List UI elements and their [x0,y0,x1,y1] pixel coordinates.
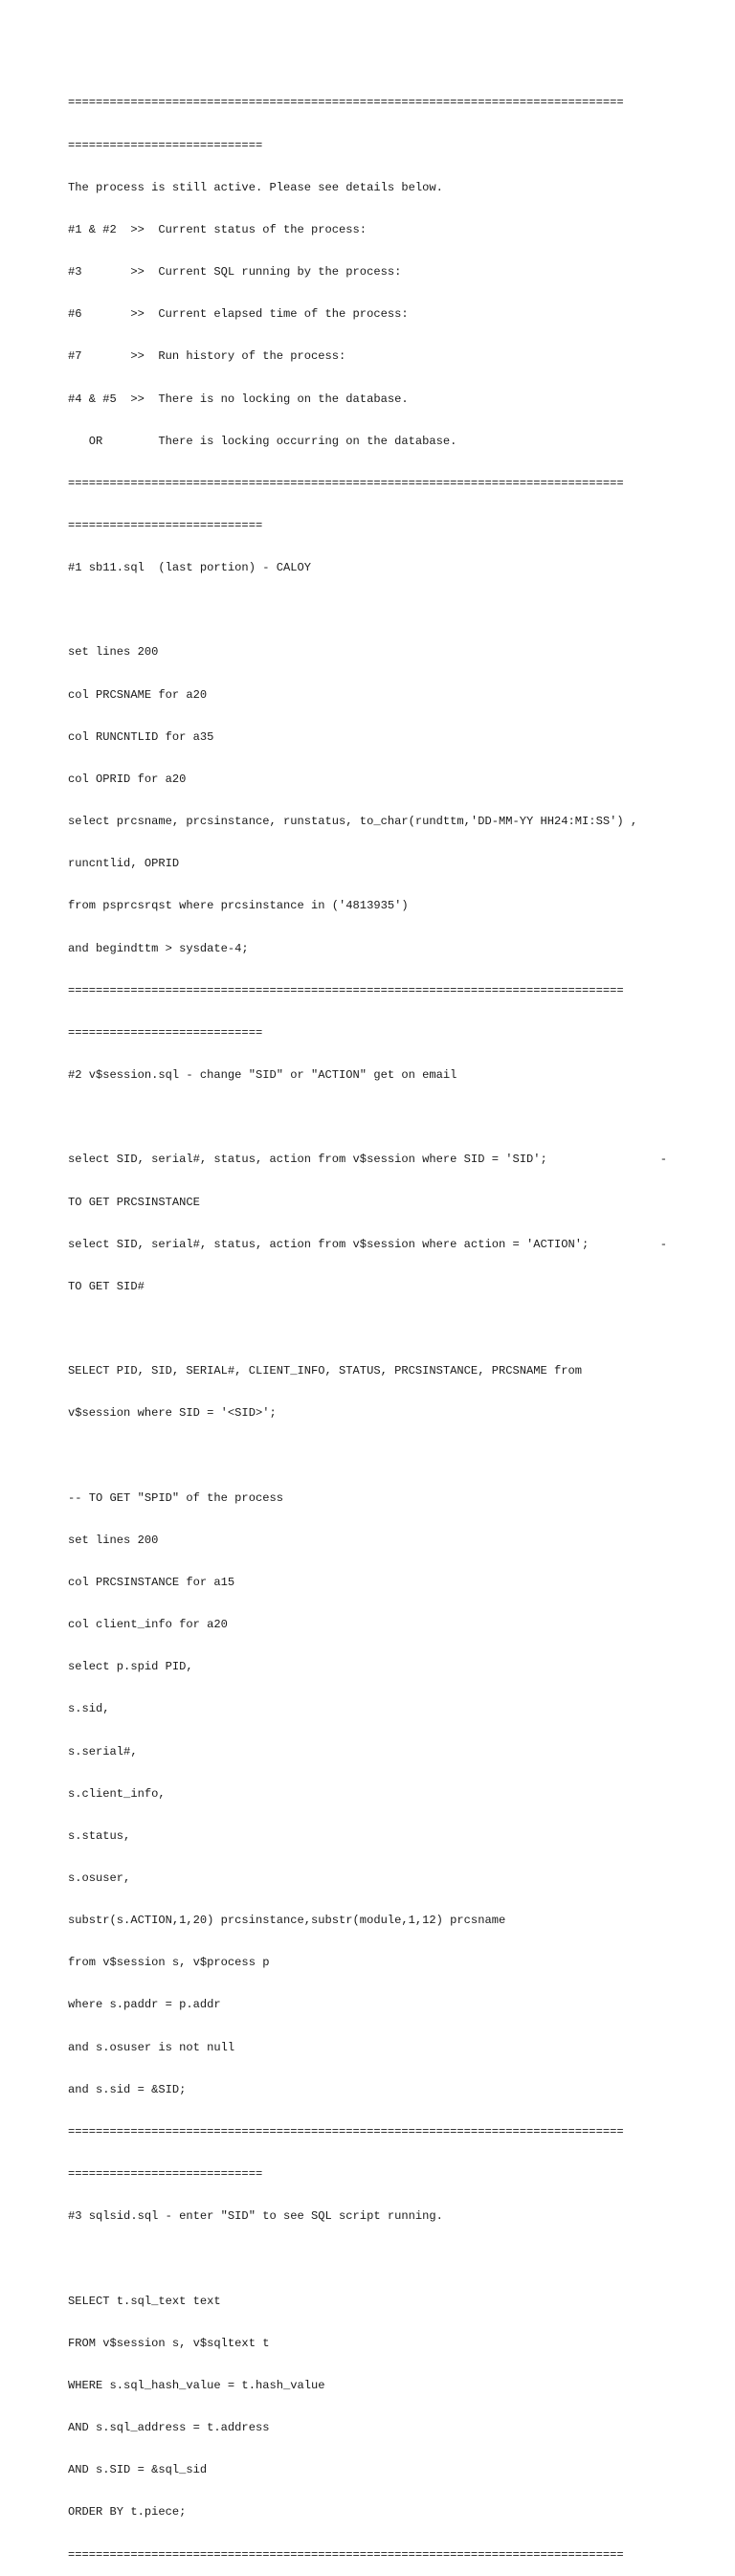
code-line: set lines 200 [68,1533,159,1547]
code-line: from v$session s, v$process p [68,1956,270,1970]
separator-rule: ============================ [68,1025,263,1040]
code-line: where s.paddr = p.addr [68,1998,221,2012]
intro-line: #1 & #2 >> Current status of the process: [68,222,368,236]
intro-line: OR There is locking occurring on the database. [68,434,457,448]
blank-line [68,603,671,617]
intro-line: #6 >> Current elapsed time of the process: [68,307,409,322]
intro-line: The process is still active. Please see details below. [68,180,443,194]
section-title: #2 v$session.sql - change "SID" or "ACTION" get on email [68,1068,457,1083]
code-line: set lines 200 [68,645,159,660]
code-line: s.client_info, [68,1786,166,1801]
code-line: AND s.sql_address = t.address [68,2421,270,2435]
code-line: col PRCSNAME for a20 [68,687,208,702]
code-line: ORDER BY t.piece; [68,2505,187,2520]
document-body [68,68,671,2576]
code-line: s.osuser, [68,1871,131,1885]
separator-rule: ================================================================================ [68,96,624,110]
code-line: TO GET PRCSINSTANCE [68,1195,200,1209]
code-line: WHERE s.sql_hash_value = t.hash_value [68,2378,325,2392]
code-line [68,1238,667,1252]
separator-rule: ============================ [68,2167,263,2182]
separator-rule: ============================ [68,519,263,532]
code-line: and s.sid = &SID; [68,2082,187,2096]
intro-line: #3 >> Current SQL running by the process: [68,265,402,280]
code-line: FROM v$session s, v$sqltext t [68,2336,270,2350]
code-line: SELECT PID, SID, SERIAL#, CLIENT_INFO, STATUS, PRCSINSTANCE, PRCSNAME from [68,1364,583,1378]
code-line: and begindttm > sysdate-4; [68,941,249,955]
blank-line [68,1322,671,1336]
separator-rule: ================================================================================ [68,476,624,490]
code-line: col PRCSINSTANCE for a15 [68,1575,235,1589]
intro-line: #4 & #5 >> There is no locking on the database. [68,392,409,406]
code-text: select SID, serial#, status, action from v$session where SID = 'SID'; [68,1153,547,1167]
intro-line: #7 >> Run history of the process: [68,349,346,364]
code-line: from psprcsrqst where prcsinstance in ('4813935') [68,899,409,913]
code-line: runcntlid, OPRID [68,857,180,871]
code-text: select SID, serial#, status, action from v$session where action = 'ACTION'; [68,1237,590,1251]
separator-rule: ================================================================================ [68,2124,624,2139]
code-line: -- TO GET "SPID" of the process [68,1490,283,1505]
code-dash: - [659,1153,667,1167]
blank-line [68,1448,671,1463]
separator-rule: ================================================================================ [68,983,624,997]
code-line: TO GET SID# [68,1279,145,1293]
separator-rule: ============================ [68,138,263,152]
code-line: s.status, [68,1828,131,1843]
code-line: substr(s.ACTION,1,20) prcsinstance,substr(module,1,12) prcsname [68,1914,506,1928]
code-line: s.serial#, [68,1744,138,1758]
code-line: select prcsname, prcsinstance, runstatus, to_char(rundttm,'DD-MM-YY HH24:MI:SS') , [68,815,638,829]
code-line: col RUNCNTLID for a35 [68,729,214,744]
code-line: SELECT t.sql_text text [68,2294,221,2308]
code-dash: - [659,1237,667,1251]
code-line: v$session where SID = '<SID>'; [68,1406,277,1421]
section-title: #3 sqlsid.sql - enter "SID" to see SQL script running. [68,2209,443,2224]
blank-line [68,1110,671,1125]
blank-line [68,2251,671,2266]
code-line: select p.spid PID, [68,1660,193,1674]
code-line: AND s.SID = &sql_sid [68,2463,208,2477]
code-line: col client_info for a20 [68,1618,228,1632]
code-line [68,1153,667,1167]
code-line: s.sid, [68,1702,110,1716]
code-line: col OPRID for a20 [68,772,187,786]
separator-rule: ================================================================================ [68,2547,624,2562]
section-title: #1 sb11.sql (last portion) - CALOY [68,561,312,575]
code-line: and s.osuser is not null [68,2040,235,2054]
